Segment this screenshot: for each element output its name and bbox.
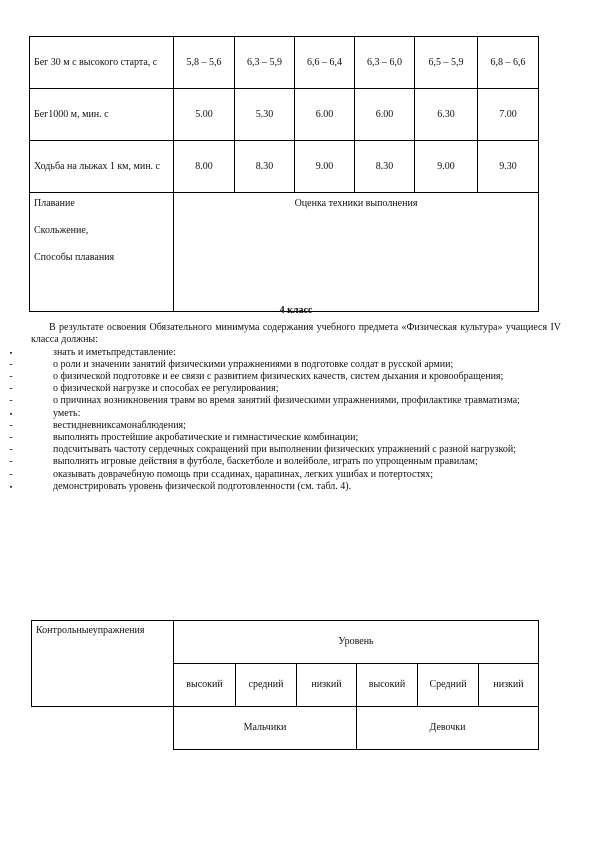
list-item-text: знать и иметьпредставление: [53, 346, 176, 358]
norm-value: 6,8 – 6,6 [478, 37, 539, 89]
swim-line: Плавание [34, 198, 75, 209]
norm-value: 9.30 [478, 141, 539, 193]
list-item [9, 419, 561, 432]
table-row [30, 141, 539, 193]
grade-4-section [9, 305, 561, 493]
table-row [30, 89, 539, 141]
norm-value: 5.00 [174, 89, 235, 141]
swim-line: Скольжение, [34, 225, 89, 236]
bullet-square-icon: ▪ [9, 482, 13, 491]
table-row [32, 621, 539, 664]
boys-header: Мальчики [174, 707, 357, 750]
list-item-text: выполнять простейшие акробатические и гимнастические комбинации; [53, 432, 359, 444]
dash-marker-icon: - [9, 371, 13, 383]
norm-value: 6,5 – 5,9 [415, 37, 478, 89]
list-item-text: оказывать доврачебную помощь при ссадинах, царапинах, легких ушибах и потертостях; [53, 468, 434, 480]
list-item [9, 468, 561, 481]
norm-value: 5,8 – 5,6 [174, 37, 235, 89]
girls-header: Девочки [357, 707, 539, 750]
norm-value: 9.00 [415, 141, 478, 193]
list-item [9, 456, 561, 468]
list-item-text: о причинах возникновения травм во время занятий физическими упражнениями, профилактике травматизма; [53, 395, 520, 407]
list-item-text: вестидневниксамонаблюдения; [53, 419, 186, 431]
norm-value: 8.30 [235, 141, 295, 193]
corner-header: Контрольныеупражнения [32, 621, 174, 707]
norm-value: 8.00 [174, 141, 235, 193]
level-header: Уровень [174, 621, 539, 664]
list-item-text: демонстрировать уровень физической подготовленности (см. табл. 4). [53, 480, 352, 492]
list-item-text: уметь: [53, 407, 81, 419]
list-item [9, 407, 561, 420]
dash-marker-icon: - [9, 395, 13, 407]
swimming-cell [30, 193, 174, 312]
list-item [9, 383, 561, 395]
dash-marker-icon: - [9, 383, 13, 395]
table-row [30, 193, 539, 312]
requirements-list [9, 346, 561, 493]
norms-table-continued [29, 36, 539, 312]
section-heading: 4 класс [279, 305, 313, 316]
norm-value: 6.30 [415, 89, 478, 141]
list-item-text: о физической подготовке и ее связи с развитием физических качеств, систем дыхания и кровообращения; [53, 371, 504, 383]
exercise-name: Бег 30 м с высокого старта, с [30, 37, 174, 89]
dash-marker-icon: - [9, 456, 13, 468]
sublevel-header: низкий [479, 664, 539, 707]
table-row [32, 707, 539, 750]
exercise-name: Бег1000 м, мин. с [30, 89, 174, 141]
sublevel-header: средний [236, 664, 297, 707]
sublevel-header: низкий [297, 664, 357, 707]
norm-value: 6.00 [295, 89, 355, 141]
technique-assessment-note: Оценка техники выполнения [174, 193, 539, 312]
norm-value: 6,3 – 6,0 [355, 37, 415, 89]
norm-value: 6,3 – 5,9 [235, 37, 295, 89]
table-row [30, 37, 539, 89]
list-item [9, 371, 561, 383]
list-item-text: подсчитывать частоту сердечных сокращений при выполнении физических упражнений с разной нагрузкой; [53, 444, 516, 456]
sublevel-header: Средний [418, 664, 479, 707]
bullet-square-icon: ▪ [9, 409, 13, 418]
list-item [9, 358, 561, 371]
dash-marker-icon: - [9, 432, 13, 444]
list-item [9, 480, 561, 493]
dash-marker-icon: - [9, 444, 13, 456]
norm-value: 8.30 [355, 141, 415, 193]
dash-marker-icon: - [9, 419, 13, 431]
exercise-name: Ходьба на лыжах 1 км, мин. с [30, 141, 174, 193]
norm-value: 9.00 [295, 141, 355, 193]
control-exercises-table [31, 620, 539, 750]
norm-value: 5.30 [235, 89, 295, 141]
list-item [9, 432, 561, 444]
bullet-square-icon: ▪ [9, 348, 13, 357]
sublevel-header: высокий [174, 664, 236, 707]
empty-cell [32, 707, 174, 750]
dash-marker-icon: - [9, 358, 13, 370]
section-intro: В результате освоения Обязательного минимума содержания учебного предмета «Физическая культура» учащиеся IV класса должны: [31, 322, 561, 346]
list-item-text: выполнять игровые действия в футболе, баскетболе и волейболе, играть по упрощенным правилам; [53, 456, 478, 468]
list-item-text: о роли и значении занятий физическими упражнениями в подготовке солдат в русской армии; [53, 358, 454, 370]
dash-marker-icon: - [9, 468, 13, 480]
swim-line: Способы плавания [34, 252, 115, 263]
list-item [9, 346, 561, 359]
list-item [9, 444, 561, 456]
sublevel-header: высокий [357, 664, 418, 707]
norm-value: 6,6 – 6,4 [295, 37, 355, 89]
norm-value: 7.00 [478, 89, 539, 141]
list-item [9, 395, 561, 407]
norm-value: 6.00 [355, 89, 415, 141]
list-item-text: о физической нагрузке и способах ее регулирования; [53, 383, 279, 395]
